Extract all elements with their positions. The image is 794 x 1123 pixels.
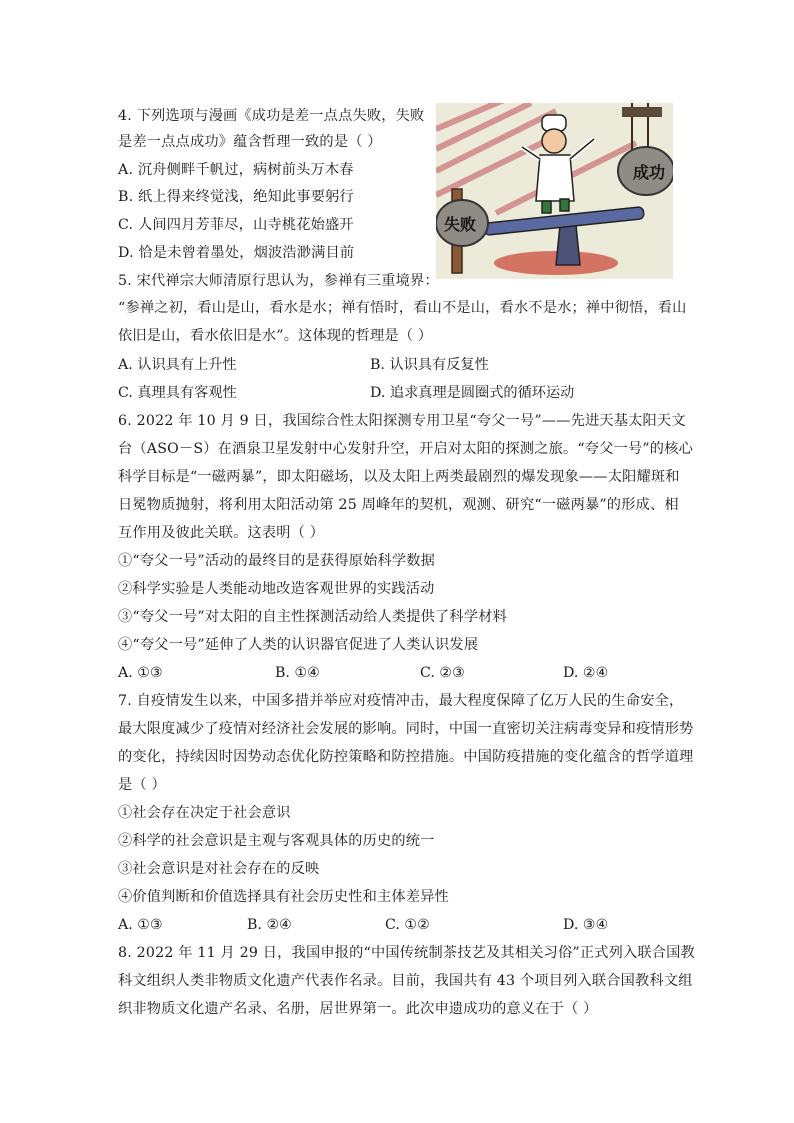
q4-stem-line-2: 是差一点点成功》蕴含哲理一致的是（ ）: [118, 134, 382, 150]
q6-stem-line-4: 日冕物质抛射，将利用太阳活动第 25 周峰年的契机，观测、研究“一磁两暴”的形成、相: [118, 497, 679, 513]
q6-option-a: A. ①③: [118, 665, 163, 681]
q6-stem-line-5: 互作用及彼此关联。这表明（ ）: [118, 525, 325, 541]
q7-stem-line-2: 最大限度减少了疫情对经济社会发展的影响。同时，中国一直密切关注病毒变异和疫情形势: [118, 721, 694, 737]
q6-statement-3: ③“夸父一号”对太阳的自主性探测活动给人类提供了科学材料: [118, 609, 507, 625]
seesaw-cartoon-drawing: [436, 103, 673, 279]
q7-stem-line-4: 是（ ）: [118, 777, 166, 793]
q5-option-d: D. 追求真理是圆圈式的循环运动: [370, 385, 575, 401]
q6-statement-2: ②科学实验是人类能动地改造客观世界的实践活动: [118, 581, 435, 597]
q4-option-c: C. 人间四月芳菲尽，山寺桃花始盛开: [118, 217, 354, 233]
q6-option-b: B. ①④: [275, 665, 320, 681]
q6-stem-line-2: 台（ASO－S）在酒泉卫星发射中心发射升空，开启对太阳的探测之旅。“夸父一号”的核心: [118, 441, 693, 457]
q6-stem-line-3: 科学目标是“一磁两暴”，即太阳磁场，以及太阳上两类最剧烈的爆发现象——太阳耀斑和: [118, 469, 680, 485]
q4-option-b: B. 纸上得来终觉浅，绝知此事要躬行: [118, 189, 354, 205]
seesaw-cartoon-image: [436, 103, 673, 279]
q7-statement-2: ②科学的社会意识是主观与客观具体的历史的统一: [118, 833, 435, 849]
q4-option-d: D. 恰是未曾着墨处，烟波浩渺满目前: [118, 245, 355, 261]
q5-quote-line-1: “参禅之初，看山是山，看水是水；禅有悟时，看山不是山，看水不是水；禅中彻悟，看山: [118, 300, 687, 316]
q7-stem-line-3: 的变化，持续因时因势动态优化防控策略和防控措施。中国防疫措施的变化蕴含的哲学道理: [118, 749, 694, 765]
q8-stem-line-3: 织非物质文化遗产名录、名册，居世界第一。此次申遗成功的意义在于（ ）: [118, 1001, 598, 1017]
q6-statement-1: ①“夸父一号”活动的最终目的是获得原始科学数据: [118, 553, 436, 569]
q5-option-c: C. 真理具有客观性: [118, 385, 237, 401]
q6-option-c: C. ②③: [420, 665, 465, 681]
success-stone-label: 成功: [633, 163, 666, 182]
q7-statement-3: ③社会意识是对社会存在的反映: [118, 861, 320, 877]
q7-option-a: A. ①③: [118, 917, 163, 933]
q8-stem-line-1: 8. 2022 年 11 月 29 日，我国申报的“中国传统制茶技艺及其相关习俗”正式列入联合国教: [118, 945, 695, 961]
q4-option-a: A. 沉舟侧畔千帆过，病树前头万木春: [118, 162, 354, 178]
q4-stem-line-1: 4. 下列选项与漫画《成功是差一点点失败，失败: [118, 108, 425, 124]
q5-quote-line-2: 依旧是山，看水依旧是水”。这体现的哲理是（ ）: [118, 328, 433, 344]
q7-option-d: D. ③④: [563, 917, 609, 933]
q7-option-b: B. ②④: [247, 917, 292, 933]
q7-stem-line-1: 7. 自疫情发生以来，中国多措并举应对疫情冲击，最大程度保障了亿万人民的生命安全，: [118, 693, 684, 709]
q7-statement-4: ④价值判断和价值选择具有社会历史性和主体差异性: [118, 889, 449, 905]
q6-option-d: D. ②④: [563, 665, 609, 681]
q6-statement-4: ④“夸父一号”延伸了人类的认识器官促进了人类认识发展: [118, 637, 479, 653]
q6-stem-line-1: 6. 2022 年 10 月 9 日，我国综合性太阳探测专用卫星“夸父一号”——先进天基太阳天文: [118, 413, 686, 429]
q5-option-b: B. 认识具有反复性: [370, 357, 489, 373]
q8-stem-line-2: 科文组织人类非物质文化遗产代表作名录。目前，我国共有 43 个项目列入联合国教科文组: [118, 973, 693, 989]
q7-option-c: C. ①②: [385, 917, 430, 933]
failure-stone-label: 失败: [444, 215, 477, 234]
q5-option-a: A. 认识具有上升性: [118, 357, 237, 373]
chef-figure: [522, 115, 594, 213]
q5-stem-line-1: 5. 宋代禅宗大师清原行思认为，参禅有三重境界：: [118, 273, 439, 289]
q7-statement-1: ①社会存在决定于社会意识: [118, 805, 291, 821]
